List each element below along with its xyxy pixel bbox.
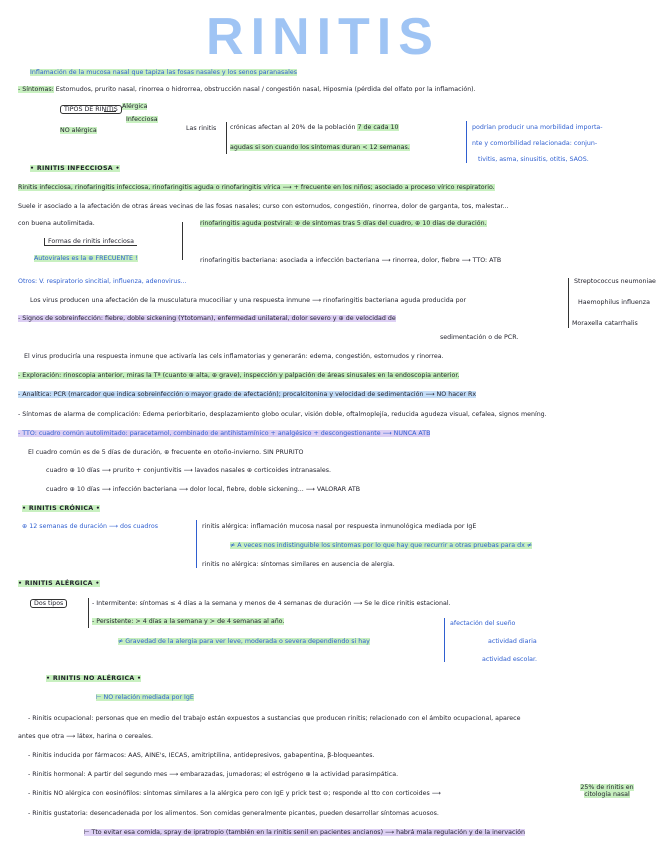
morbilidad-1: podrían producir una morbilidad importa- — [472, 124, 603, 131]
ocupacional-2: antes que otra ⟶ látex, harina o cereales. — [18, 733, 154, 740]
dos-tipos: Dos tipos — [30, 600, 67, 607]
hormonal: - Rinitis hormonal: A partir del segundo mes ⟶ embarazadas, jumadoras; el estrógeno ⊕ la actividad parasimpática. — [28, 771, 399, 778]
infecciosa-p3: con buena autolimitada. — [18, 220, 95, 227]
heading-no-alergica: • RINITIS NO ALÉRGICA • — [46, 675, 142, 682]
no-alergica-lead: ⊢ NO relación mediada por IgE — [96, 694, 194, 701]
evolucion-1: El cuadro común es de 5 días de duración, ⊕ frecuente en otoño-invierno. SIN PRURITO — [28, 449, 304, 456]
morbilidad-3: tivitis, asma, sinusitis, otitis, SAOS. — [478, 156, 589, 163]
tipos-brace — [88, 598, 89, 628]
gustatoria: - Rinitis gustatoria: desencadenada por los alimentos. Son comidas generalmente picantes, pueden desarrollar síntomas acuosos. — [28, 810, 439, 817]
arrow-line — [104, 111, 116, 112]
afectacion-2: actividad diaria — [488, 638, 537, 645]
eos-note: 25% de rinitis en citología nasal — [580, 784, 634, 799]
rinitis-stats-lead: Las rinitis — [186, 125, 217, 132]
signos-2: sedimentación o de PCR. — [440, 334, 519, 341]
evolucion-3: cuadro ⊕ 10 días ⟶ infección bacteriana ⟶ dolor local, fiebre, doble sickening... ⟶ VALORAR ATB — [46, 486, 361, 493]
forma-viral: rinofaringitis aguda postviral: ⊕ de síntomas tras 5 días del cuadro, ⊕ 10 días de duración. — [200, 220, 487, 227]
tipo-no-alergica: NO alérgica — [60, 127, 97, 134]
respuesta: El virus produciría una respuesta inmune que activaría las cels inflamatorias y generarán: edema, congestión, estornudos y rinorrea. — [24, 353, 444, 360]
gravedad: ≠ Gravedad de la alergia para ver leve, moderada o severa dependiendo si hay — [118, 638, 370, 645]
stat-cronicas: crónicas afectan al 20% de la población 7 de cada 10 — [230, 124, 399, 131]
intermitente: - Intermitente: síntomas ≤ 4 días a la semana y menos de 4 semanas de duración ⟶ Se le dice rinitis estacional. — [92, 600, 451, 607]
morbilidad-brace — [466, 121, 467, 163]
stat-agudas: agudas si son cuando los síntomas duran < 12 semanas. — [230, 144, 410, 151]
bacteria-2: Haemophilus influenza — [578, 299, 650, 306]
evolucion-2: cuadro ⊕ 10 días ⟶ prurito + conjuntivitis ⟶ lavados nasales ⊕ corticoides intranasales. — [46, 467, 331, 474]
stats-brace — [226, 122, 227, 154]
tto: - TTO: cuadro común autolimitado: paracetamol, combinado de antihistamínico + analgésico + descongestionante ⟶ NUNCA ATB — [18, 430, 431, 437]
no-alergica-eos: - Rinitis NO alérgica con eosinófilos: síntomas similares a la alérgica pero con IgE y prick test ⊖; responde al tto con corticoides ⟶ — [28, 790, 441, 797]
gustatoria-tto: ⊢ Tto evitar esa comida, spray de ipratropio (también en la rinitis senil en pacientes ancianos) ⟶ habrá mala regulación y de la inervación — [84, 829, 526, 836]
tipo-infecciosa: Infecciosa — [126, 116, 158, 123]
heading-cronica: • RINITIS CRÓNICA • — [22, 505, 101, 512]
cronica-lead: ⊕ 12 semanas de duración ⟶ dos cuadros — [22, 523, 158, 530]
forma-bacteriana: rinofaringitis bacteriana: asociada a infección bacteriana ⟶ rinorrea, dolor, fiebre ⟶ TTO: ATB — [200, 257, 502, 264]
afectacion-3: actividad escolar. — [482, 656, 537, 663]
virus-line: Los virus producen una afectación de la musculatura mucociliar y una respuesta inmune ⟶ rinofaringitis bacteriana aguda producida por — [30, 297, 467, 304]
morbilidad-2: nte y comorbilidad relacionada: conjun- — [472, 140, 598, 147]
farmacos: - Rinitis inducida por fármacos: AAS, AINE's, IECAS, amitriptilina, antidepresivos, gabapentina, β-bloqueantes. — [28, 752, 375, 759]
sintomas-line: - Síntomas: Estornudos, prurito nasal, rinorrea o hidrorrea, obstrucción nasal / congestión nasal, Hiposmia (pérdida del olfato por la inflamación). — [18, 86, 476, 93]
bacteria-1: Streptococcus neumoniae — [574, 278, 656, 285]
alarma: - Síntomas de alarma de complicación: Edema periorbitario, desplazamiento globo ocular, visión doble, oftalmoplejía, reducida agudeza visual, cefalea, signos meníng. — [18, 411, 547, 418]
tipo-alergica: Alérgica — [122, 103, 148, 110]
afectacion-brace — [444, 618, 445, 662]
afectacion-1: afectación del sueño — [450, 620, 516, 627]
cronica-nota: ≠ A veces nos indistinguible los síntomas por lo que hay que recurrir a otras pruebas para dx ≠ — [230, 542, 533, 549]
infecciosa-p2: Suele ir asociado a la afectación de otras áreas vecinas de las fosas nasales; curso con estornudos, congestión, rinorrea, dolor de garganta, tos, malestar... — [18, 203, 509, 210]
autovirales: Autovirales es la ⊕ FRECUENTE ! — [34, 255, 138, 262]
heading-infecciosa: • RINITIS INFECCIOSA • — [30, 165, 120, 172]
definition: Inflamación de la mucosa nasal que tapiza las fosas nasales y los senos paranasales — [30, 69, 297, 76]
formas-label: Formas de rinitis infecciosa — [44, 238, 137, 245]
tipos-label: TIPOS DE RINITIS — [60, 106, 122, 113]
heading-alergica: • RINITIS ALÉRGICA • — [18, 580, 100, 587]
analitica: - Analítica: PCR (marcador que indica sobreinfección o mayor grado de afectación); procalcitonina y velocidad de sedimentación ⟶ NO hacer Rx — [18, 391, 477, 398]
cronica-brace — [196, 520, 197, 568]
bacteria-3: Moraxella catarrhalis — [572, 320, 638, 327]
infecciosa-p1: Rinitis infecciosa, rinofaringitis infecciosa, rinofaringitis aguda o rinofaringitis vírica ⟶ + frecuente en los niños; asociado a proceso vírico respiratorio. — [18, 184, 495, 191]
cronica-alergica: rinitis alérgica: inflamación mucosa nasal por respuesta inmunológica mediada por IgE — [202, 523, 477, 530]
bacterias-brace — [568, 278, 569, 328]
signos: - Signos de sobreinfección: fiebre, doble sickening (Ytotoman), enfermedad unilateral, dolor severo y ⊕ de velocidad de — [18, 315, 396, 322]
otros-virus: Otros: V. respiratorio sincitial, influenza, adenovirus... — [18, 278, 187, 285]
ocupacional: - Rinitis ocupacional: personas que en medio del trabajo están expuestos a sustancias que producen rinitis; relacionado con el ámbito ocupacional, aparece — [28, 715, 521, 722]
formas-brace — [182, 222, 183, 260]
exploracion: - Exploración: rinoscopia anterior, miras la Tª (cuanto ⊕ alta, ⊕ grave), inspección y palpación de áreas sinusales en la endoscopia anterior. — [18, 372, 460, 379]
page-title: RINITIS — [206, 8, 440, 66]
cronica-no-alergica: rinitis no alérgica: síntomas similares en ausencia de alergia. — [202, 561, 395, 568]
persistente: - Persistente: > 4 días a la semana y > de 4 semanas al año. — [92, 618, 285, 625]
